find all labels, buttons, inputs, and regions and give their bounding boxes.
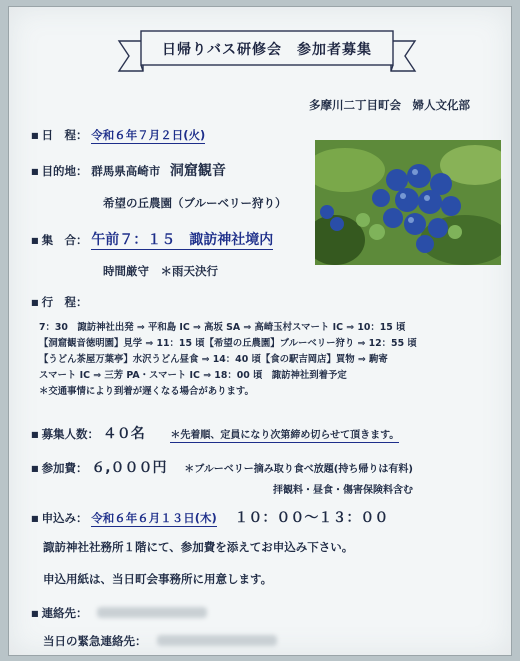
- fee-note: ＊ブルーベリー摘み取り食べ放題(持ち帰りは有料): [184, 464, 413, 475]
- assembly-row: [31, 229, 273, 249]
- destination-prefix: 群馬県高崎市: [91, 164, 161, 178]
- emergency-row: [43, 633, 277, 649]
- itinerary-line: 【洞窟観音徳明園】見学 ⇒ 11：15 頃【希望の丘農園】ブルーベリー狩り ⇒ 12：55 頃: [39, 338, 417, 349]
- emergency-label: 当日の緊急連絡先：: [43, 634, 147, 648]
- itinerary-line: 【うどん茶屋万葉亭】水沢うどん昼食 ⇒ 14：40 頃【食の駅吉岡店】買物 ⇒ 駒寄: [39, 354, 388, 365]
- fee-row: [31, 457, 413, 477]
- assembly-value: 午前７：１５ 諏訪神社境内: [91, 232, 274, 248]
- itinerary-note: ＊交通事情により到着が遅くなる場合があります。: [39, 386, 254, 397]
- date-row: [31, 127, 205, 143]
- contact-row: [31, 605, 207, 621]
- application-time: １０：００～１３：００: [234, 510, 389, 526]
- flyer-sheet: [8, 6, 512, 656]
- destination-label: ■ 目的地：: [31, 164, 88, 178]
- destination-sub: 希望の丘農園（ブルーベリー狩り）: [103, 196, 287, 210]
- application-row: [31, 507, 388, 527]
- organizer: 多摩川二丁目町会 婦人文化部: [309, 98, 470, 112]
- itinerary-label: ■ 行 程：: [31, 295, 88, 309]
- application-form: 申込用紙は、当日町会事務所に用意します。: [43, 572, 273, 586]
- blueberry-photo: [315, 140, 501, 265]
- date-value: 令和６年７月２日(火): [91, 128, 206, 142]
- assembly-note: 時間厳守 ＊雨天決行: [103, 264, 218, 278]
- application-date: 令和６年６月１３日(木): [91, 511, 217, 525]
- fee-label: ■ 参加費：: [31, 461, 88, 475]
- page-title: 日帰りバス研修会 参加者募集: [162, 42, 372, 58]
- itinerary-row: [31, 294, 88, 310]
- capacity-note: ＊先着順、定員になり次第締め切らせて頂きます。: [170, 430, 400, 441]
- application-label: ■ 申込み：: [31, 511, 88, 525]
- date-label: ■ 日 程：: [31, 128, 88, 142]
- capacity-row: [31, 423, 399, 443]
- redacted-emergency: [157, 635, 277, 646]
- contact-label: ■ 連絡先：: [31, 606, 88, 620]
- destination-main: 洞窟観音: [169, 163, 226, 179]
- fee-value: ６,０００円: [91, 460, 167, 476]
- destination-row: [31, 160, 226, 180]
- itinerary-line: 7：30 諏訪神社出発 ⇒ 平和島 IC ⇒ 高坂 SA ⇒ 高崎玉村スマート IC ⇒ 10：15 頃: [39, 322, 406, 333]
- redacted-contact: [97, 607, 207, 618]
- capacity-value: ４０名: [102, 426, 145, 442]
- itinerary-line: スマート IC ⇒ 三芳 PA・スマート IC ⇒ 18：00 頃 諏訪神社到着予定: [39, 370, 347, 381]
- title-banner: [117, 27, 417, 79]
- assembly-label: ■ 集 合：: [31, 233, 88, 247]
- capacity-label: ■ 募集人数：: [31, 427, 99, 441]
- fee-note2: 拝観料・昼食・傷害保険料含む: [273, 485, 413, 496]
- application-place: 諏訪神社社務所１階にて、参加費を添えてお申込み下さい。: [43, 540, 354, 554]
